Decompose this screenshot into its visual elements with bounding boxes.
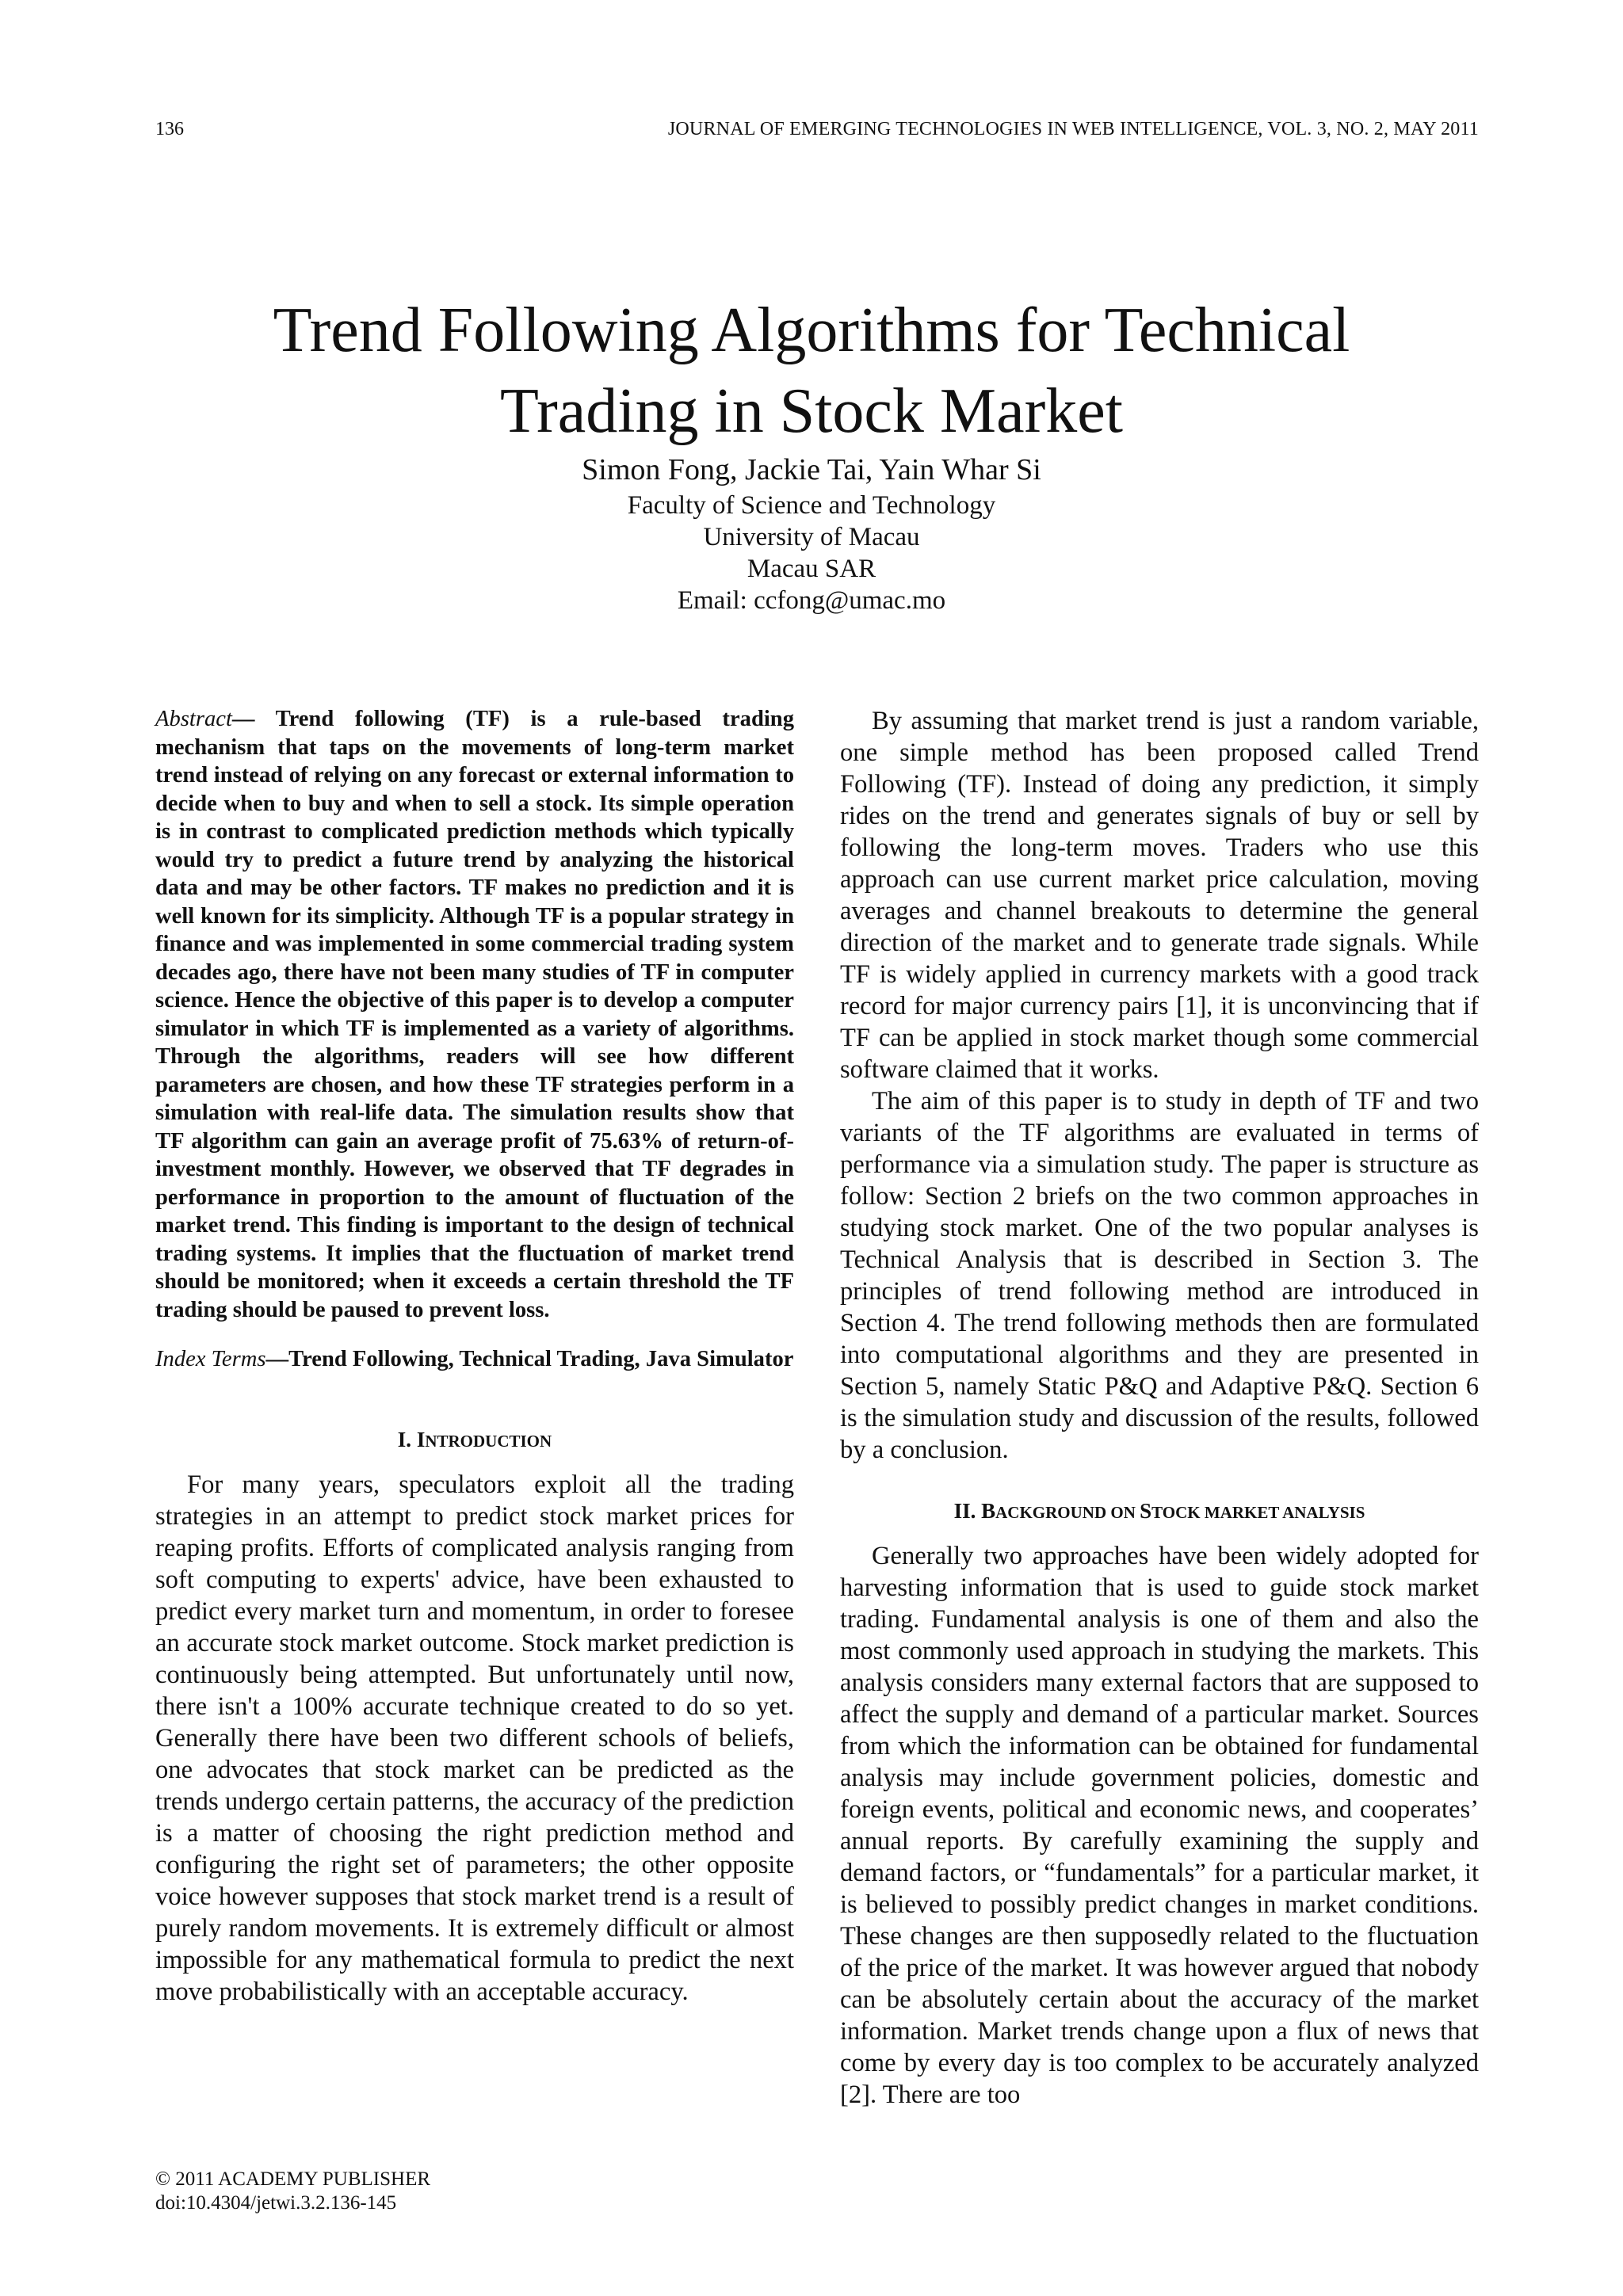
author-faculty: Faculty of Science and Technology (627, 491, 996, 520)
running-header: JOURNAL OF EMERGING TECHNOLOGIES IN WEB INTELLIGENCE, VOL. 3, NO. 2, MAY 2011 (667, 119, 1479, 139)
footer-copyright: © 2011 ACADEMY PUBLISHER (155, 2168, 431, 2190)
author-email: Email: ccfong@umac.mo (677, 586, 946, 615)
title-line-1: Trend Following Algorithms for Technical (273, 295, 1350, 365)
section-heading-cap: B (981, 1499, 996, 1523)
author-names: Simon Fong, Jackie Tai, Yain Whar Si (582, 453, 1041, 486)
index-terms-lead: Index Terms (155, 1347, 266, 1371)
section-heading-cap: S (1140, 1499, 1152, 1523)
index-terms (155, 1345, 794, 1374)
footer-doi: doi:10.4304/jetwi.3.2.136-145 (155, 2192, 397, 2214)
author-block (158, 450, 1465, 616)
right-paragraph-2: The aim of this paper is to study in depth of TF and two variants of the TF algorithms are evaluated in terms of performance via a simulation study. The paper is structure as follow: Section 2 briefs on the two common approaches in studying stock market. One of the two popular analyses is Technical Analysis that is described in Section 3. The principles of trend following method are introduced in Section 4. The trend following methods then are formulated into computational algorithms and they are presented in Section 5, namely Static P&Q and Adaptive P&Q. Section 6 is the simulation study and discussion of the results, followed by a conclusion. (840, 1087, 1479, 1464)
section-heading-rest: TOCK MARKET ANALYSIS (1151, 1503, 1365, 1522)
author-location: Macau SAR (747, 555, 876, 583)
section-heading-rest: NTRODUCTION (425, 1432, 552, 1451)
section-heading-cap: I (416, 1428, 426, 1451)
index-terms-text: —Trend Following, Technical Trading, Java Simulator (265, 1347, 794, 1371)
intro-paragraph: For many years, speculators exploit all the trading strategies in an attempt to predict stock market prices for reaping profits. Efforts of complicated analysis ranging from soft computing to experts' advice, have been exhausted to predict every market turn and momentum, in order to foresee an accurate stock market outcome. Stock market prediction is continuously being attempted. But unfortunately until now, there isn't a 100% accurate technique created to do so yet. Generally there have been two different schools of beliefs, one advocates that stock market can be predicted as the trends undergo certain patterns, the accuracy of the prediction is a matter of choosing the right prediction method and configuring the right set of parameters; the other opposite voice however supposes that stock market trend is a result of purely random movements. It is extremely difficult or almost impossible for any mathematical formula to predict the next move probabilistically with an acceptable accuracy. (155, 1470, 794, 2006)
right-paragraph-1: By assuming that market trend is just a random variable, one simple method has been proposed called Trend Following (TF). Instead of doing any prediction, it simply rides on the trend and generates signals of buy or sell by following the long-term moves. Traders who use this approach can use current market price calculation, moving averages and channel breakouts to determine the general direction of the market and to generate trade signals. While TF is widely applied in currency markets with a good track record for major currency pairs [1], it is unconvincing that if TF can be applied in stock market though some commercial software claimed that it works. (840, 707, 1479, 1084)
section-numeral: II. (953, 1499, 982, 1523)
section-heading-introduction (155, 1426, 794, 1455)
page-number: 136 (155, 119, 184, 139)
background-paragraph: Generally two approaches have been widely adopted for harvesting information that is used to guide stock market trading. Fundamental analysis is one of them and also the most commonly used approach in studying the markets. This analysis considers many external factors that are supposed to affect the supply and demand of a particular market. Sources from which the information can be obtained for fundamental analysis may include government policies, domestic and foreign events, political and economic news, and cooperates’ annual reports. By carefully examining the supply and demand factors, or “fundamentals” for a particular market, it is believed to possibly predict changes in market conditions. These changes are then supposedly related to the fluctuation of the price of the market. It was however argued that nobody can be absolutely certain about the accuracy of the market information. Market trends change upon a flux of news that come by every day is too complex to be accurately analyzed [2]. There are too (840, 1542, 1479, 2109)
footer (155, 2168, 430, 2215)
abstract (155, 705, 794, 1324)
section-heading-background (840, 1497, 1479, 1526)
paper-title (158, 290, 1465, 452)
section-numeral: I. (397, 1428, 417, 1451)
author-university: University of Macau (703, 523, 920, 551)
abstract-text: — Trend following (TF) is a rule-based trading mechanism that taps on the movements of long-term market trend instead of relying on any forecast or external information to decide when to buy and when to sell a stock. Its simple operation is in contrast to complicated prediction methods which typically would try to predict a future trend by analyzing the historical data and may be other factors. TF makes no prediction and it is well known for its simplicity. Although TF is a popular strategy in finance and was implemented in some commercial trading system decades ago, there have not been many studies of TF in computer science. Hence the objective of this paper is to develop a computer simulator in which TF is implemented as a variety of algorithms. Through the algorithms, readers will see how different parameters are chosen, and how these TF strategies perform in a simulation with real-life data. The simulation results show that TF algorithm can gain an average profit of 75.63% of return-of-investment monthly. However, we observed that TF degrades in performance in proportion to the amount of fluctuation of the market trend. This finding is important to the design of technical trading systems. It implies that the fluctuation of market trend should be monitored; when it exceeds a certain threshold the TF trading should be paused to prevent loss. (155, 707, 794, 1322)
right-column (840, 705, 1479, 2111)
abstract-lead: Abstract (155, 707, 232, 731)
title-line-2: Trading in Stock Market (500, 376, 1123, 446)
section-heading-rest: ACKGROUND ON (995, 1503, 1140, 1522)
left-column (155, 705, 794, 2008)
